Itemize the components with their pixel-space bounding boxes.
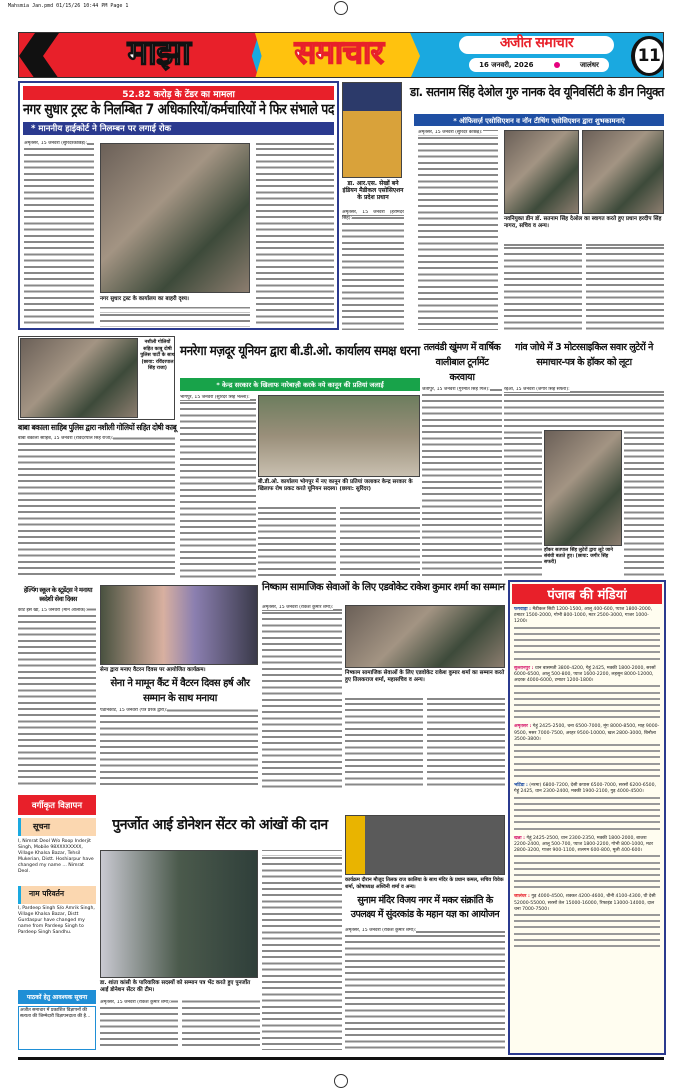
text-line-placeholder [514, 944, 660, 950]
article-text [258, 505, 336, 578]
headline: गांव जोधे में 3 मोटरसाइकिल सवार लुटेरों ने समाचार-पत्र के हॉकर को लूटा [515, 342, 653, 368]
masthead-left-title: माझा [127, 33, 191, 73]
text-line-placeholder [514, 827, 660, 833]
article-text [18, 436, 175, 578]
text-line-placeholder [514, 657, 660, 663]
dateline-pill [469, 58, 609, 72]
dateline: अमृतसर, 15 जनवरी (सुरिंदर कोछड़): [418, 130, 483, 135]
veteran-day-photo [100, 585, 258, 665]
mandi-box [508, 580, 666, 1055]
article-text [100, 307, 250, 327]
photo-caption: नशीली गोलियों सहित काबू दोषी पुलिस पार्टी के साथ (छाया: रविंदरपाल सिंह राजा) [140, 340, 175, 371]
mandi-prices: (नरमा) 6800-7200, देसी कपास 6500-7000, सरसों 6200-6500, गेहूं 2425, धान 2300-2400, मक्की 1900-2100, गुड़ 4000-4500। [514, 783, 656, 795]
masthead [18, 32, 664, 78]
headline: सेना ने मामून कैंट में वैटरन दिवस हर्ष और सम्मान के साथ मनाया [110, 678, 250, 704]
article-text [345, 928, 505, 1050]
story-trust-officials [18, 81, 339, 330]
mandi-entry [514, 607, 660, 663]
police-photo-box [18, 336, 175, 420]
mandi-entry [514, 783, 660, 833]
mandi-city: खन्ना : [514, 835, 526, 841]
article-text [18, 608, 96, 788]
photo-caption: डा. आर.एस. सेखों बने इंडियन मैडीकल एसोसिएशन के प्रदेश प्रधान [342, 180, 404, 201]
dean-photo-2 [582, 130, 664, 214]
dateline: रईआ, 15 जनवरी (जगीर सिंह सफरी): [504, 387, 570, 392]
paper-name: अजीत समाचार [459, 36, 614, 54]
dateline: पठानकोट, 15 जनवरी (पत्र प्रेरक द्वारा): [100, 708, 168, 713]
article-text [586, 240, 664, 330]
mandi-header: पंजाब की मंडियां [512, 584, 662, 604]
dateline: अमृतसर, 15 जनवरी (हरमिंदर सिंह): [342, 210, 404, 222]
headline [100, 818, 340, 833]
protest-photo [258, 395, 420, 477]
dateline: बाबा बकाला साहिब, 15 जनवरी (रविंदरपाल सिंह राजा): [18, 436, 114, 441]
mandi-city: सुल्तानपुर : [514, 665, 534, 671]
article-text [342, 210, 404, 330]
article-text [182, 1000, 260, 1050]
classified-header: वर्गीकृत विज्ञापन [18, 795, 96, 815]
photo-caption: बी.डी.ओ. कार्यालय भोगपुर में नए कानून की प्रतियां जलाकर केन्द्र सरकार के खिलाफ रोष प्रकट करते यूनियन सदस्य। (छाया: सुरिंदर) [258, 479, 413, 492]
mandi-prices: धान बासमती 3800-4200, गेहूं 2425, मक्की 1800-2000, सरसों 6000-6500, आलू 500-800, प्याज 1600-2200, लहसुन 8000-12000, अदरक 4000-6000, टमाटर 1200-1800। [514, 665, 656, 684]
name-change-header: नाम परिवर्तन [18, 886, 96, 904]
dean-photo-1 [504, 130, 579, 214]
page-bottom-rule [18, 1057, 664, 1060]
mandi-prices: गेहूं 2425-2500, धान 2300-2350, मक्की 1800-2000, बाजरा 2200-2400, आलू 500-700, प्याज 1800-2200, गोभी 800-1000, मटर 2800-3200, गाजर 900-1100, शलगम 600-800, मूली 400-600। [514, 835, 654, 854]
article-text [418, 130, 498, 330]
mandi-city: जालंधर : [514, 894, 530, 900]
headline [262, 582, 505, 593]
dateline: अमृतसर, 15 जनवरी (राकेश कुमार शर्मा): [345, 928, 417, 933]
article-text [100, 1000, 178, 1050]
notice-text: I, Nimrat Deol W/o Roop Inderjit Singh, Mobile 98XXXXXXXX, Village Khalsa Bazar, Tehsil Mukerian, Distt. Hoshiarpur have changed my name ... Nimrat Deol. [18, 839, 94, 874]
temple-event-photo [345, 815, 505, 875]
text-line-placeholder [514, 885, 660, 891]
article-text [340, 505, 420, 578]
mandi-entry [514, 836, 660, 892]
article-text [422, 387, 502, 578]
dateline: अमृतसर, 15 जनवरी (राकेश कुमार शर्मा): [100, 1000, 172, 1005]
trust-office-photo [100, 143, 250, 293]
text-line-placeholder [514, 715, 660, 721]
headline-text: बाबा बकाला साहिब पुलिस द्वारा नशीली गोलियों सहित दोषी काबू [18, 423, 177, 432]
mandi-city: फगवाड़ा : [514, 607, 531, 612]
ima-president-photo [342, 82, 402, 178]
article-text [262, 850, 342, 1050]
headline: सुनाम मंदिर विजय नगर में मकर संक्रांति के उपलक्ष्य में सुंदरकांड के महान यज्ञ का आयोजन [350, 895, 500, 920]
article-text [504, 240, 582, 330]
photo-caption: कार्यक्रम दौरान मौजूद तिलक राज कालिया के साथ मंदिर के प्रधान कमल, सचिव विवेक शर्मा, कोषाध्यक्ष अश्विनी शर्मा व अन्य। [345, 877, 504, 890]
article-text [180, 395, 256, 578]
mandi-city: अमृतसर : [514, 724, 532, 730]
hawker-photo [544, 430, 622, 546]
mandi-list [512, 604, 662, 956]
article-text [624, 430, 664, 578]
subheadline-bar: * माननीय हाईकोर्ट ने निलम्बन पर लगाई रोक [23, 122, 334, 135]
photo-caption: सेना द्वारा मनाए वैटरन दिवस पर आयोजित कार्यक्रम। [100, 667, 206, 673]
headline-text: निष्काम सामाजिक सेवाओं के लिए एडवोकेट राकेश कुमार शर्मा का सम्मान [262, 582, 505, 593]
dateline: अमृतसर, 15 जनवरी (सुरिंदरकोछड़): [24, 141, 88, 146]
issue-date: 16 जनवरी, 2026 [479, 60, 534, 69]
print-slug: Mahsmia Jan.pmd 01/15/26 10:44 PM Page 1 [8, 3, 129, 9]
photo-caption: डा. शांता कांसी के पारिवारिक सदस्यों को सम्मान पत्र भेंट करते हुए पुनर्जोत आई डोनेशन सेंटर की टीम। [100, 980, 251, 993]
dateline: कोट ईसे खां, 15 जनवरी (माने आलोक): [18, 608, 88, 613]
readers-notice-text: अजीत समाचार में प्रकाशित विज्ञापनों की सत्यता की जिम्मेदारी विज्ञापनदाता की है... [18, 1006, 96, 1050]
headline-text: पुनर्जोत आई डोनेशन सेंटर को आंखों की दान [112, 817, 328, 833]
kicker-bar: 52.82 करोड़ के टेंडर का मामला [23, 86, 334, 100]
mandi-entry [514, 724, 660, 780]
readers-notice-header: पाठकों हेतु आवश्यक सूचना [18, 990, 96, 1004]
notice-header: सूचना [18, 818, 96, 836]
dateline: भोगपुर, 15 जनवरी (सुरिंदर सिंह भल्ला): [180, 395, 250, 400]
article-text [256, 141, 334, 326]
headline-text: डा. सतनाम सिंह देओल गुरु नानक देव यूनिवर्सिटी के डीन नियुक्त [410, 84, 664, 99]
mandi-city: भटिंडा : [514, 783, 528, 789]
masthead-middle-title: समाचार [294, 33, 384, 71]
dateline: अमृतसर, 15 जनवरी (राकेश कुमार शर्मा): [262, 605, 334, 610]
police-photo [20, 338, 138, 418]
subheadline-bar: * ऑफिसर्ज़ एसोसिएशन व नॉन टीचिंग एसोसिएशन द्वारा शुभकामनाएं [414, 114, 664, 126]
mandi-entry [514, 666, 660, 722]
headline [180, 345, 420, 359]
mandi-prices: मैडीकल सिटी 1200-1500, आलू 400-600, प्याज 1800-2000, टमाटर 1500-2000, गोभी 800-1000, मटर 2500-3000, गाजर 1000-1200। [514, 607, 653, 625]
issue-city: जालंधर [579, 60, 599, 69]
article-text [262, 605, 342, 788]
dateline: जैतीपुर, 15 जनवरी (गुरमीत सिंह गिल): [422, 387, 490, 392]
mandi-prices: गुड़ 4000-4500, शक्कर 4200-4600, चीनी 4100-4300, घी देसी 52000-55000, सरसों तेल 15000-16000, रिफाइंड 13000-14000, दाल चना 7000-7500। [514, 894, 656, 912]
photo-caption: नगर सुधार ट्रस्ट के कार्यालय का बाहरी दृश्य। [100, 296, 190, 302]
article-text [345, 696, 423, 788]
headline: हेल्पिंग स्कूल के स्टूडेंट्स ने मनाया स्वदेशी सेवा दिवस [23, 586, 93, 603]
headline: तलवंडी खुंमण में वार्षिक वालीबाल टूर्नामेंट करवाया [423, 342, 501, 383]
photo-caption: नवनियुक्त डीन डॉ. सतनाम सिंह देओल का स्वागत करते हुए प्रधान हरदीप सिंह नागरा, सचिव व अन्य। [504, 216, 662, 229]
text-line-placeholder [514, 774, 660, 780]
article-text [24, 141, 94, 326]
bullet-icon [554, 62, 560, 68]
headline [23, 103, 334, 119]
registration-mark-icon [334, 1, 348, 15]
article-text [504, 387, 664, 427]
mandi-prices: गेहूं 2425-2500, चना 6500-7000, मूंग 8000-8500, माह 9000-9500, मसर 7000-7500, अरहर 9500-10000, खल 2800-3000, बिनौला 3500-3800। [514, 724, 660, 742]
photo-caption: निष्काम सामाजिक सेवाओं के लिए एडवोकेट राकेश कुमार शर्मा का सम्मान करते हुए तिलकराज शर्मा, महासचिव व अन्य। [345, 670, 505, 683]
page-number: 11 [635, 39, 663, 73]
article-text [504, 430, 542, 578]
registration-mark-icon [334, 1074, 348, 1088]
subheadline-bar: * केन्द्र सरकार के खिलाफ नारेबाज़ी करके नये कानून की प्रतियां जलाईं [180, 378, 420, 391]
article-text [100, 708, 258, 788]
name-change-text: I, Pardeep Singh S/o Amrik Singh, Village Khalsa Bazar, Distt Gurdaspur have changed my name from Pardeep Singh to Pardeep Singh Sandhu. [18, 906, 95, 935]
eye-donation-photo [100, 850, 258, 978]
headline [18, 424, 176, 433]
mandi-entry [514, 894, 660, 950]
headline-text: मनरेगा मज़दूर यूनियन द्वारा बी.डी.ओ. कार्यालय समक्ष धरना [180, 344, 420, 359]
headline-text: नगर सुधार ट्रस्ट के निलम्बित 7 अधिकारियों/कर्मचारियों ने फिर संभाले पद [23, 102, 334, 118]
article-text [427, 696, 505, 788]
headline [410, 85, 664, 99]
honour-photo [345, 605, 505, 668]
photo-caption: हॉकर सतपाल सिंह लुटेरों द्वारा लूटे जाने संबंधी बताते हुए। (छाया: जगीर सिंह सफरी) [544, 548, 613, 565]
